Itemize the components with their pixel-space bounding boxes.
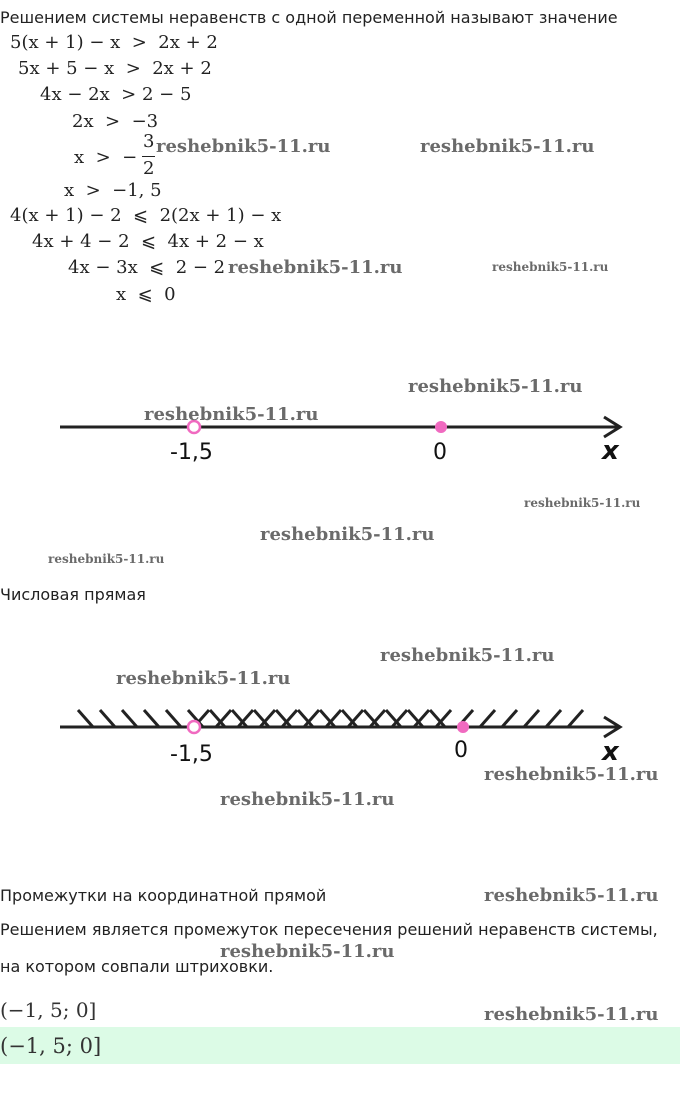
system2-line-3: 4x − 3x ⩽ 2 − 2: [68, 257, 226, 278]
system1-line-6: x > −1, 5: [64, 180, 162, 201]
watermark: reshebnik5-11.ru: [220, 789, 395, 810]
watermark: reshebnik5-11.ru: [144, 404, 319, 425]
watermark: reshebnik5-11.ru: [380, 645, 555, 666]
answer-highlight-box: [0, 1027, 680, 1064]
label-zero: 0: [433, 440, 447, 465]
label-x: x: [602, 436, 619, 466]
system1-line-1: 5(x + 1) − x > 2x + 2: [10, 32, 218, 53]
watermark: reshebnik5-11.ru: [408, 376, 583, 397]
watermark: reshebnik5-11.ru: [260, 524, 435, 545]
label-x: x: [602, 737, 619, 767]
system1-line-2: 5x + 5 − x > 2x + 2: [18, 58, 212, 79]
watermark: reshebnik5-11.ru: [524, 496, 641, 510]
system2-line-4: x ⩽ 0: [116, 284, 176, 305]
fraction-bar: [142, 156, 155, 157]
system1-line-3: 4x − 2x > 2 − 5: [40, 84, 192, 105]
watermark: reshebnik5-11.ru: [220, 941, 395, 962]
system2-line-2: 4x + 4 − 2 ⩽ 4x + 2 − x: [32, 231, 264, 252]
fraction-denominator: 2: [143, 158, 155, 179]
number-line-2: [0, 700, 680, 760]
watermark: reshebnik5-11.ru: [492, 260, 609, 274]
watermark: reshebnik5-11.ru: [484, 1004, 659, 1025]
conclusion-line-1: Решением является промежуток пересечения решений неравенств системы,: [0, 920, 658, 939]
watermark: reshebnik5-11.ru: [484, 885, 659, 906]
watermark: reshebnik5-11.ru: [484, 764, 659, 785]
section-intervals-title: Промежутки на координатной прямой: [0, 886, 327, 905]
fraction-numerator: 3: [143, 131, 155, 152]
watermark: reshebnik5-11.ru: [420, 136, 595, 157]
answer-highlighted-text: (−1, 5; 0]: [0, 1034, 102, 1058]
open-point-minus-1-5: [188, 721, 200, 733]
filled-point-0: [457, 721, 469, 733]
system1-line-4: 2x > −3: [72, 111, 159, 132]
section-number-line-title: Числовая прямая: [0, 585, 146, 604]
watermark: reshebnik5-11.ru: [48, 552, 165, 566]
label-zero: 0: [454, 738, 468, 763]
system2-line-1: 4(x + 1) − 2 ⩽ 2(2x + 1) − x: [10, 205, 282, 226]
label-minus-1-5: -1,5: [170, 440, 213, 465]
intro-text: Решением системы неравенств с одной переменной называют значение: [0, 8, 618, 27]
filled-point-0: [435, 421, 447, 433]
label-minus-1-5: -1,5: [170, 742, 213, 767]
system1-line-5: x > −: [74, 147, 138, 168]
watermark: reshebnik5-11.ru: [228, 257, 403, 278]
number-line-1: [0, 400, 680, 460]
answer-text: (−1, 5; 0]: [0, 998, 97, 1022]
watermark: reshebnik5-11.ru: [156, 136, 331, 157]
watermark: reshebnik5-11.ru: [116, 668, 291, 689]
conclusion-line-2: на котором совпали штриховки.: [0, 957, 274, 976]
